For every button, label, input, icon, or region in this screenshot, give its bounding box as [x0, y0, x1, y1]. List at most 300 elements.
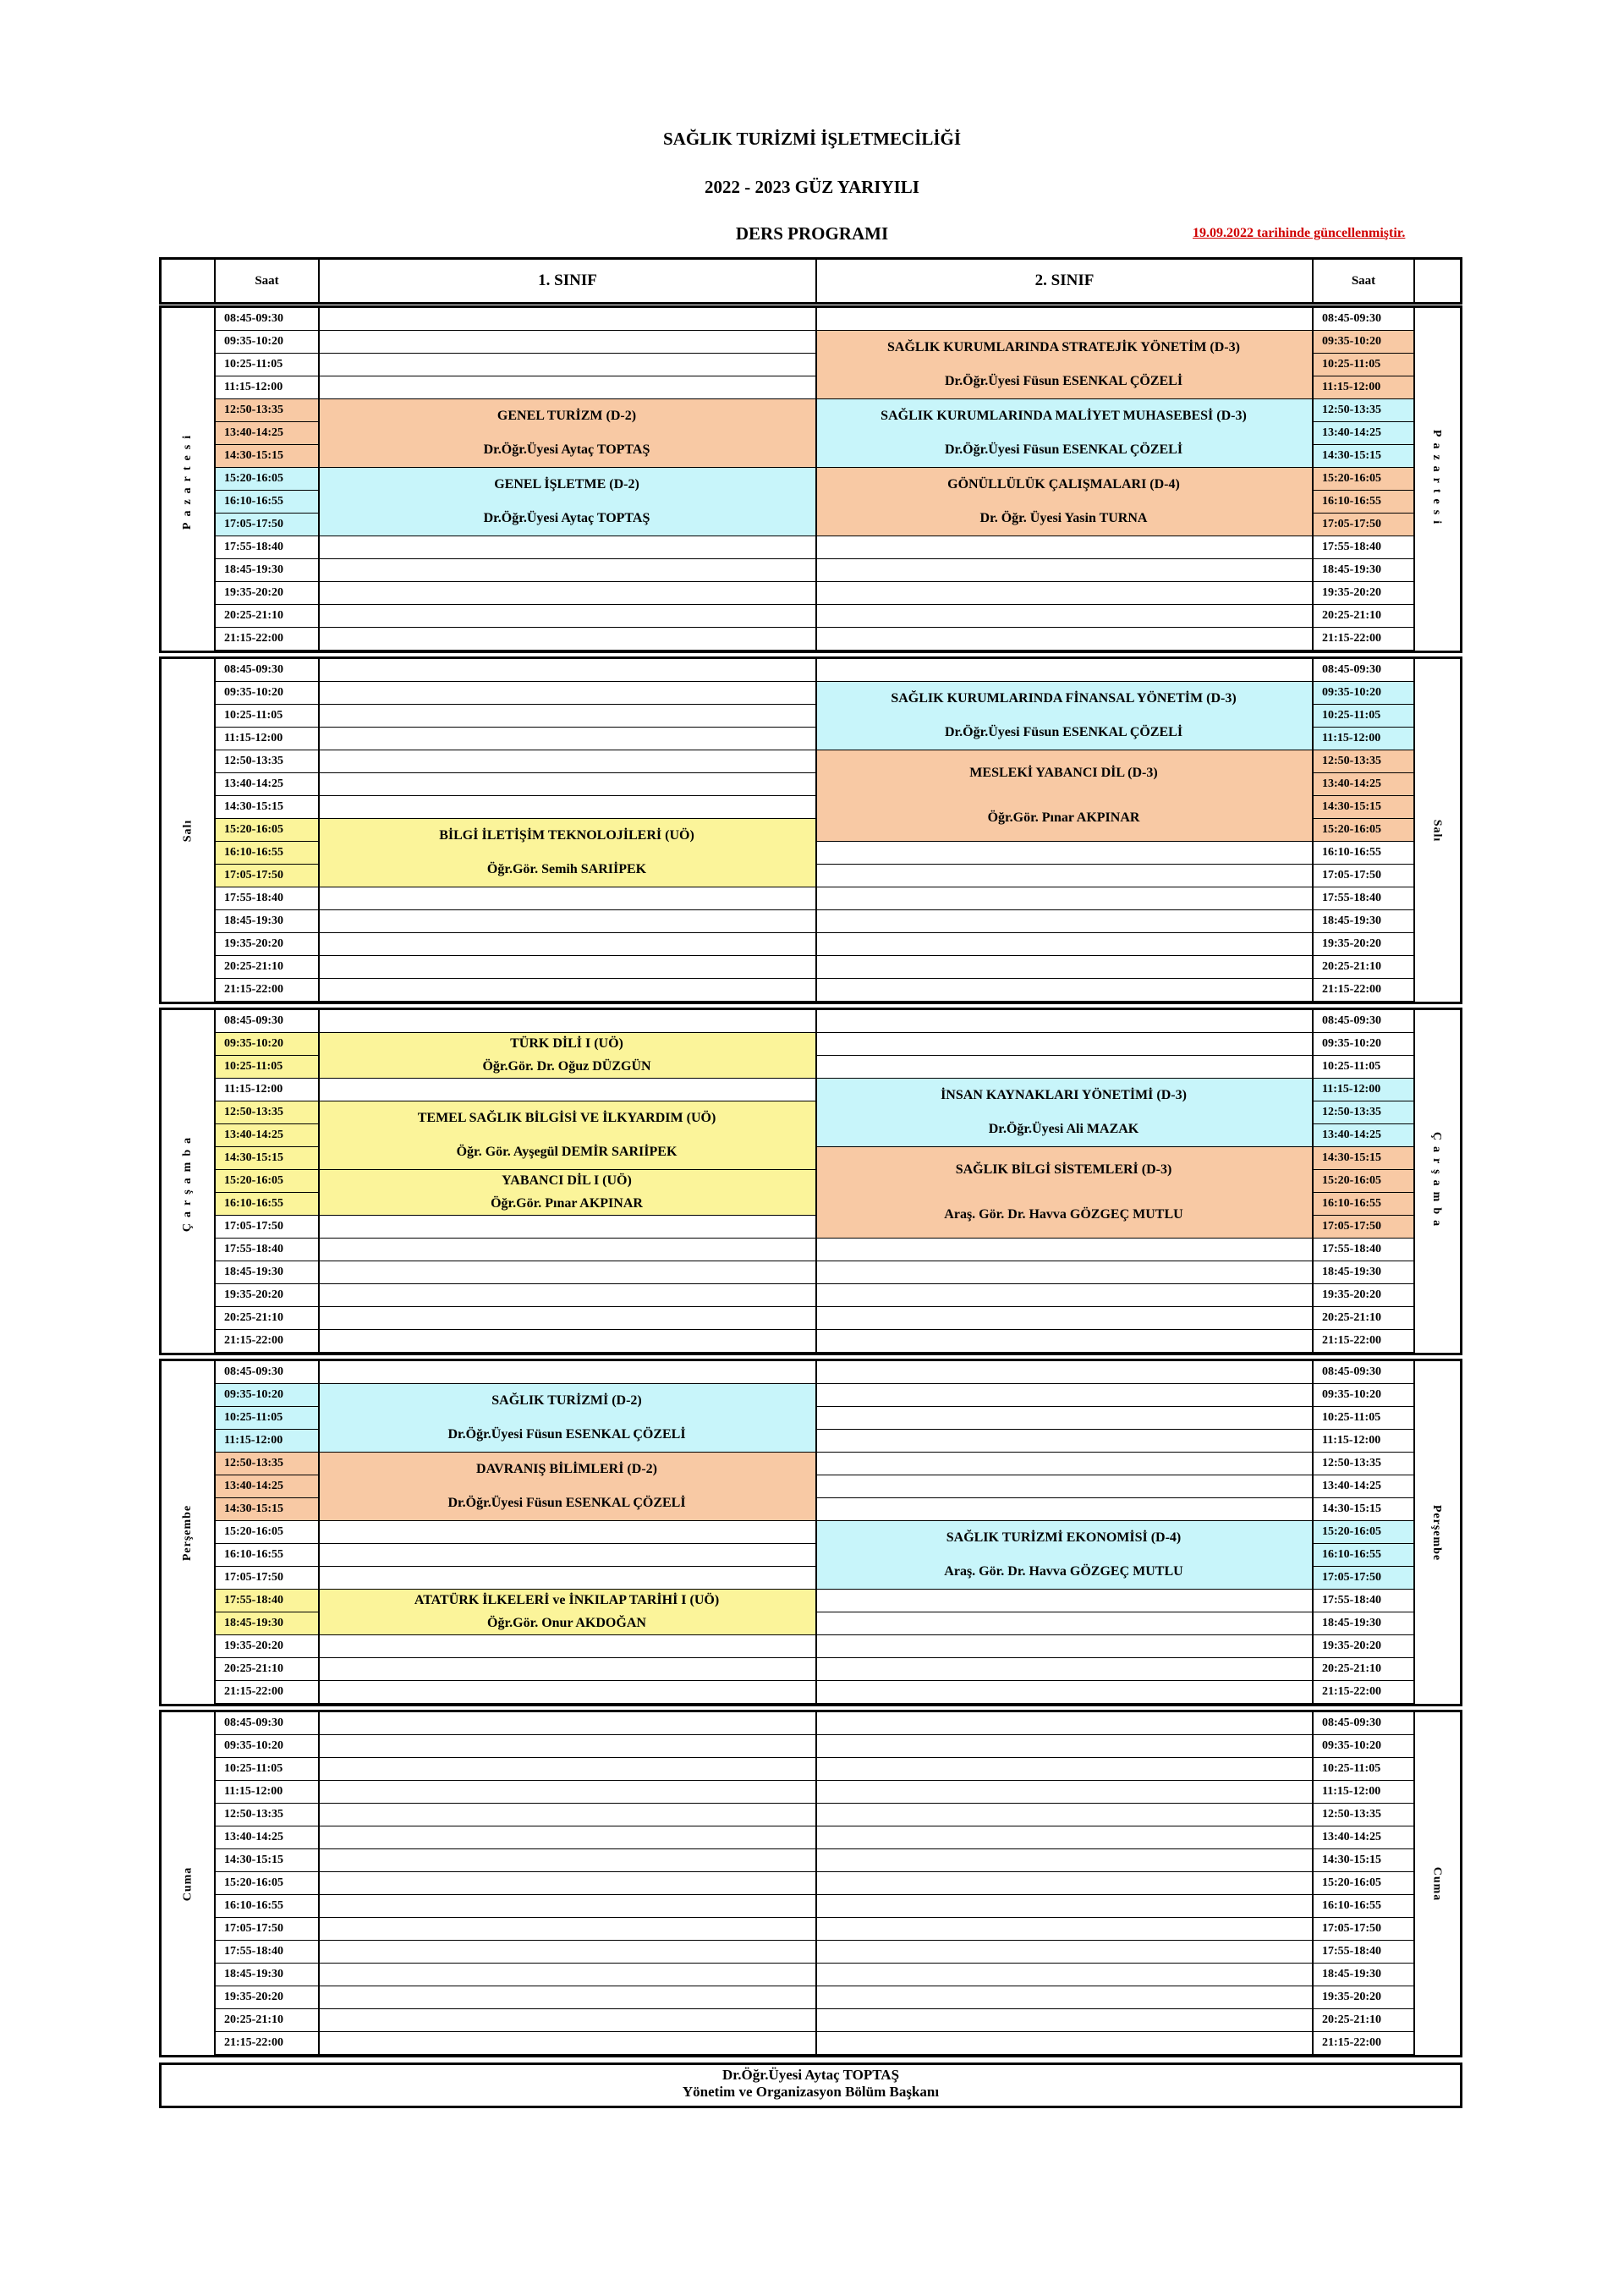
column-divider [1413, 308, 1415, 651]
empty-slot [318, 887, 815, 910]
empty-slot [318, 1804, 815, 1826]
column-divider [1312, 1712, 1314, 2055]
course-name: YABANCI DİL I (UÖ) [502, 1173, 632, 1189]
time-slot-right: 12:50-13:35 [1312, 399, 1413, 422]
course-teacher: Dr.Öğr.Üyesi Füsun ESENKAL ÇÖZELİ [944, 725, 1183, 739]
time-slot-right: 17:55-18:40 [1312, 887, 1413, 910]
time-slot-right: 16:10-16:55 [1312, 1193, 1413, 1216]
day-name: Perşembe [1430, 1504, 1444, 1561]
time-slot-right: 17:05-17:50 [1312, 1216, 1413, 1239]
class2-header: 2. SINIF [1034, 272, 1095, 289]
time-slot-right: 11:15-12:00 [1312, 728, 1413, 750]
empty-slot [318, 1712, 815, 1735]
time-slot-right: 13:40-14:25 [1312, 1826, 1413, 1849]
empty-slot [815, 2032, 1312, 2055]
course-teacher: Öğr.Gör. Dr. Oğuz DÜZGÜN [482, 1058, 651, 1074]
course-teacher: Dr.Öğr.Üyesi Füsun ESENKAL ÇÖZELİ [944, 442, 1183, 457]
time-slot-left: 17:05-17:50 [214, 1567, 318, 1590]
time-slot-left: 09:35-10:20 [214, 1033, 318, 1056]
time-slot-left: 13:40-14:25 [214, 422, 318, 445]
time-slot-left: 14:30-15:15 [214, 445, 318, 468]
empty-slot [318, 933, 815, 956]
column-divider [318, 1361, 320, 1704]
time-slot-left: 08:45-09:30 [214, 1010, 318, 1033]
empty-slot [815, 1033, 1312, 1056]
course-teacher: Dr. Öğr. Üyesi Yasin TURNA [979, 511, 1148, 525]
time-slot-left: 10:25-11:05 [214, 705, 318, 728]
course-cell [318, 1590, 815, 1635]
time-slot-left: 12:50-13:35 [214, 1101, 318, 1124]
day-label-left [162, 1010, 214, 1353]
saat-header-right: Saat [1351, 273, 1376, 288]
time-slot-right: 21:15-22:00 [1312, 979, 1413, 1002]
empty-slot [318, 559, 815, 582]
column-divider [1413, 1010, 1415, 1353]
empty-slot [815, 842, 1312, 865]
column-divider [1312, 1010, 1314, 1353]
empty-slot [815, 559, 1312, 582]
course-cell [815, 682, 1312, 750]
empty-slot [815, 865, 1312, 887]
time-slot-right: 09:35-10:20 [1312, 331, 1413, 354]
time-slot-right: 17:05-17:50 [1312, 514, 1413, 536]
time-slot-right: 15:20-16:05 [1312, 1872, 1413, 1895]
time-slot-left: 17:55-18:40 [214, 536, 318, 559]
time-slot-left: 09:35-10:20 [214, 331, 318, 354]
time-slot-right: 13:40-14:25 [1312, 422, 1413, 445]
time-slot-left: 16:10-16:55 [214, 842, 318, 865]
empty-slot [318, 331, 815, 354]
time-slot-right: 13:40-14:25 [1312, 1475, 1413, 1498]
empty-slot [318, 1261, 815, 1284]
course-cell [815, 750, 1312, 842]
course-teacher: Öğr.Gör. Onur AKDOĞAN [487, 1615, 646, 1630]
time-slot-right: 19:35-20:20 [1312, 1284, 1413, 1307]
time-slot-right: 12:50-13:35 [1312, 1453, 1413, 1475]
course-name: SAĞLIK KURUMLARINDA FİNANSAL YÖNETİM (D-3) [891, 691, 1237, 706]
column-header-row [159, 257, 1462, 305]
empty-slot [318, 308, 815, 331]
time-slot-right: 12:50-13:35 [1312, 1101, 1413, 1124]
course-name: BİLGİ İLETİŞİM TEKNOLOJİLERİ (UÖ) [439, 828, 694, 843]
time-slot-left: 21:15-22:00 [214, 1681, 318, 1704]
time-slot-left: 21:15-22:00 [214, 2032, 318, 2055]
time-slot-right: 13:40-14:25 [1312, 773, 1413, 796]
time-slot-right: 16:10-16:55 [1312, 1895, 1413, 1918]
column-divider [318, 308, 320, 651]
update-note: 19.09.2022 tarihinde güncellenmiştir. [1193, 226, 1406, 240]
empty-slot [815, 536, 1312, 559]
empty-slot [815, 1284, 1312, 1307]
time-slot-left: 11:15-12:00 [214, 728, 318, 750]
time-slot-left: 16:10-16:55 [214, 1895, 318, 1918]
day-name: Cuma [181, 1866, 194, 1901]
day-block [159, 305, 1462, 653]
time-slot-left: 15:20-16:05 [214, 1872, 318, 1895]
course-teacher: Dr.Öğr.Üyesi Ali MAZAK [988, 1122, 1139, 1136]
empty-slot [318, 1284, 815, 1307]
empty-slot [815, 605, 1312, 628]
time-slot-left: 18:45-19:30 [214, 559, 318, 582]
time-slot-left: 19:35-20:20 [214, 933, 318, 956]
time-slot-right: 09:35-10:20 [1312, 1033, 1413, 1056]
time-slot-left: 17:05-17:50 [214, 1216, 318, 1239]
time-slot-left: 13:40-14:25 [214, 1475, 318, 1498]
empty-slot [815, 1986, 1312, 2009]
column-divider [1413, 1361, 1415, 1704]
time-slot-right: 10:25-11:05 [1312, 1758, 1413, 1781]
time-slot-left: 14:30-15:15 [214, 1147, 318, 1170]
empty-slot [318, 1216, 815, 1239]
column-divider [214, 659, 216, 1002]
day-block [159, 1710, 1462, 2057]
column-divider [318, 1010, 320, 1353]
day-label-left [162, 659, 214, 1002]
time-slot-left: 10:25-11:05 [214, 1056, 318, 1079]
time-slot-left: 15:20-16:05 [214, 819, 318, 842]
course-cell [815, 399, 1312, 468]
day-label-right [1413, 1712, 1460, 2055]
empty-slot [815, 910, 1312, 933]
empty-slot [815, 1804, 1312, 1826]
column-divider [214, 1712, 216, 2055]
column-divider [318, 1712, 320, 2055]
empty-slot [815, 1918, 1312, 1941]
time-slot-right: 18:45-19:30 [1312, 1612, 1413, 1635]
time-slot-right: 10:25-11:05 [1312, 705, 1413, 728]
time-slot-right: 14:30-15:15 [1312, 796, 1413, 819]
column-divider [214, 308, 216, 651]
day-label-left [162, 1712, 214, 2055]
empty-slot [815, 1330, 1312, 1353]
course-cell [318, 1384, 815, 1453]
time-slot-left: 11:15-12:00 [214, 1430, 318, 1453]
course-cell [815, 1521, 1312, 1590]
time-slot-left: 17:55-18:40 [214, 1590, 318, 1612]
column-divider [1413, 659, 1415, 1002]
time-slot-right: 18:45-19:30 [1312, 910, 1413, 933]
course-teacher: Araş. Gör. Dr. Havva GÖZGEÇ MUTLU [944, 1207, 1183, 1222]
time-slot-right: 14:30-15:15 [1312, 445, 1413, 468]
time-slot-left: 08:45-09:30 [214, 308, 318, 331]
column-divider [214, 1010, 216, 1353]
empty-slot [815, 1384, 1312, 1407]
time-slot-right: 14:30-15:15 [1312, 1147, 1413, 1170]
time-slot-right: 17:55-18:40 [1312, 1239, 1413, 1261]
time-slot-left: 11:15-12:00 [214, 1079, 318, 1101]
time-slot-right: 08:45-09:30 [1312, 659, 1413, 682]
course-name: ATATÜRK İLKELERİ ve İNKILAP TARİHİ I (UÖ) [414, 1593, 720, 1608]
course-teacher: Dr.Öğr.Üyesi Füsun ESENKAL ÇÖZELİ [944, 374, 1183, 388]
course-name: TEMEL SAĞLIK BİLGİSİ VE İLKYARDIM (UÖ) [417, 1111, 716, 1125]
empty-slot [318, 728, 815, 750]
course-name: SAĞLIK TURİZMİ EKONOMİSİ (D-4) [946, 1530, 1182, 1545]
empty-slot [815, 308, 1312, 331]
time-slot-left: 10:25-11:05 [214, 1758, 318, 1781]
day-label-left [162, 1361, 214, 1704]
empty-slot [318, 1361, 815, 1384]
empty-slot [318, 979, 815, 1002]
course-teacher: Öğr.Gör. Pınar AKPINAR [491, 1195, 643, 1211]
time-slot-left: 17:05-17:50 [214, 514, 318, 536]
course-cell [318, 1453, 815, 1521]
time-slot-right: 15:20-16:05 [1312, 1521, 1413, 1544]
column-divider [815, 308, 817, 651]
day-block [159, 656, 1462, 1004]
time-slot-left: 09:35-10:20 [214, 1735, 318, 1758]
day-label-right [1413, 659, 1460, 1002]
time-slot-left: 12:50-13:35 [214, 1453, 318, 1475]
time-slot-right: 08:45-09:30 [1312, 1712, 1413, 1735]
course-cell [815, 468, 1312, 536]
time-slot-right: 12:50-13:35 [1312, 1804, 1413, 1826]
time-slot-left: 15:20-16:05 [214, 1521, 318, 1544]
time-slot-right: 17:55-18:40 [1312, 536, 1413, 559]
course-cell [318, 1101, 815, 1170]
empty-slot [815, 1826, 1312, 1849]
time-slot-right: 11:15-12:00 [1312, 376, 1413, 399]
time-slot-left: 18:45-19:30 [214, 1261, 318, 1284]
empty-slot [318, 2009, 815, 2032]
time-slot-right: 19:35-20:20 [1312, 582, 1413, 605]
empty-slot [815, 1712, 1312, 1735]
time-slot-right: 19:35-20:20 [1312, 1986, 1413, 2009]
signature-name: Dr.Öğr.Üyesi Aytaç TOPTAŞ [721, 2067, 900, 2083]
course-name: İNSAN KAYNAKLARI YÖNETİMİ (D-3) [941, 1088, 1187, 1102]
time-slot-left: 08:45-09:30 [214, 1712, 318, 1735]
day-block [159, 1008, 1462, 1355]
empty-slot [815, 979, 1312, 1002]
time-slot-right: 14:30-15:15 [1312, 1498, 1413, 1521]
time-slot-right: 10:25-11:05 [1312, 1056, 1413, 1079]
time-slot-left: 16:10-16:55 [214, 1544, 318, 1567]
time-slot-left: 14:30-15:15 [214, 1498, 318, 1521]
empty-slot [318, 605, 815, 628]
time-slot-right: 12:50-13:35 [1312, 750, 1413, 773]
course-cell [815, 1147, 1312, 1239]
time-slot-right: 09:35-10:20 [1312, 1735, 1413, 1758]
time-slot-right: 11:15-12:00 [1312, 1781, 1413, 1804]
empty-slot [318, 1681, 815, 1704]
course-name: GÖNÜLLÜLÜK ÇALIŞMALARI (D-4) [947, 477, 1180, 492]
time-slot-right: 13:40-14:25 [1312, 1124, 1413, 1147]
time-slot-right: 16:10-16:55 [1312, 842, 1413, 865]
day-label-right [1413, 1010, 1460, 1353]
time-slot-left: 18:45-19:30 [214, 1612, 318, 1635]
time-slot-right: 08:45-09:30 [1312, 1010, 1413, 1033]
time-slot-right: 21:15-22:00 [1312, 2032, 1413, 2055]
time-slot-left: 20:25-21:10 [214, 2009, 318, 2032]
empty-slot [318, 1758, 815, 1781]
time-slot-right: 15:20-16:05 [1312, 468, 1413, 491]
time-slot-right: 09:35-10:20 [1312, 682, 1413, 705]
time-slot-right: 17:55-18:40 [1312, 1590, 1413, 1612]
empty-slot [318, 1895, 815, 1918]
empty-slot [815, 1498, 1312, 1521]
day-name: Salı [1430, 819, 1444, 842]
course-name: SAĞLIK KURUMLARINDA STRATEJİK YÖNETİM (D-3) [887, 340, 1240, 354]
course-teacher: Dr.Öğr.Üyesi Aytaç TOPTAŞ [483, 511, 650, 525]
time-slot-left: 15:20-16:05 [214, 1170, 318, 1193]
course-name: MESLEKİ YABANCI DİL (D-3) [969, 765, 1158, 780]
time-slot-right: 11:15-12:00 [1312, 1430, 1413, 1453]
course-cell [815, 1079, 1312, 1147]
empty-slot [318, 1079, 815, 1101]
empty-slot [815, 1261, 1312, 1284]
time-slot-left: 13:40-14:25 [214, 1826, 318, 1849]
time-slot-left: 21:15-22:00 [214, 1330, 318, 1353]
course-name: SAĞLIK TURİZMİ (D-2) [491, 1393, 642, 1408]
time-slot-left: 09:35-10:20 [214, 682, 318, 705]
empty-slot [318, 376, 815, 399]
time-slot-left: 18:45-19:30 [214, 1964, 318, 1986]
day-name: Çarşamba [1430, 1131, 1444, 1232]
time-slot-left: 21:15-22:00 [214, 979, 318, 1002]
time-slot-right: 17:55-18:40 [1312, 1941, 1413, 1964]
day-name: Pazartesi [181, 429, 195, 530]
empty-slot [815, 1681, 1312, 1704]
time-slot-right: 19:35-20:20 [1312, 933, 1413, 956]
empty-slot [318, 1544, 815, 1567]
time-slot-left: 20:25-21:10 [214, 1658, 318, 1681]
empty-slot [318, 1849, 815, 1872]
course-name: SAĞLIK BİLGİ SİSTEMLERİ (D-3) [955, 1162, 1172, 1177]
time-slot-right: 16:10-16:55 [1312, 1544, 1413, 1567]
day-label-right [1413, 308, 1460, 651]
empty-slot [318, 956, 815, 979]
time-slot-right: 21:15-22:00 [1312, 628, 1413, 651]
course-teacher: Dr.Öğr.Üyesi Aytaç TOPTAŞ [483, 442, 650, 457]
time-slot-left: 20:25-21:10 [214, 605, 318, 628]
time-slot-right: 20:25-21:10 [1312, 1658, 1413, 1681]
column-divider [214, 1361, 216, 1704]
time-slot-right: 08:45-09:30 [1312, 308, 1413, 331]
empty-slot [815, 1658, 1312, 1681]
empty-slot [318, 1307, 815, 1330]
empty-slot [318, 1964, 815, 1986]
course-cell [318, 1033, 815, 1079]
time-slot-right: 17:05-17:50 [1312, 1918, 1413, 1941]
empty-slot [815, 582, 1312, 605]
time-slot-left: 13:40-14:25 [214, 773, 318, 796]
time-slot-left: 17:55-18:40 [214, 887, 318, 910]
time-slot-right: 21:15-22:00 [1312, 1330, 1413, 1353]
day-label-right [1413, 1361, 1460, 1704]
time-slot-left: 21:15-22:00 [214, 628, 318, 651]
column-divider [815, 1361, 817, 1704]
empty-slot [318, 1239, 815, 1261]
empty-slot [815, 1849, 1312, 1872]
empty-slot [815, 933, 1312, 956]
empty-slot [815, 1239, 1312, 1261]
empty-slot [318, 1986, 815, 2009]
time-slot-right: 11:15-12:00 [1312, 1079, 1413, 1101]
time-slot-left: 19:35-20:20 [214, 1986, 318, 2009]
time-slot-right: 10:25-11:05 [1312, 354, 1413, 376]
empty-slot [318, 910, 815, 933]
empty-slot [815, 1590, 1312, 1612]
empty-slot [815, 1010, 1312, 1033]
time-slot-left: 09:35-10:20 [214, 1384, 318, 1407]
empty-slot [815, 1407, 1312, 1430]
course-cell [318, 819, 815, 887]
time-slot-right: 19:35-20:20 [1312, 1635, 1413, 1658]
time-slot-right: 18:45-19:30 [1312, 559, 1413, 582]
empty-slot [815, 2009, 1312, 2032]
empty-slot [318, 796, 815, 819]
empty-slot [815, 1872, 1312, 1895]
time-slot-left: 17:55-18:40 [214, 1941, 318, 1964]
time-slot-left: 08:45-09:30 [214, 1361, 318, 1384]
day-block [159, 1359, 1462, 1706]
column-divider [815, 659, 817, 1002]
time-slot-left: 18:45-19:30 [214, 910, 318, 933]
time-slot-left: 08:45-09:30 [214, 659, 318, 682]
empty-slot [318, 1521, 815, 1544]
course-cell [318, 399, 815, 468]
time-slot-right: 09:35-10:20 [1312, 1384, 1413, 1407]
time-slot-right: 16:10-16:55 [1312, 491, 1413, 514]
time-slot-right: 21:15-22:00 [1312, 1681, 1413, 1704]
time-slot-right: 14:30-15:15 [1312, 1849, 1413, 1872]
class1-header: 1. SINIF [538, 272, 597, 289]
empty-slot [318, 1635, 815, 1658]
empty-slot [318, 682, 815, 705]
column-divider [318, 659, 320, 1002]
day-name: Cuma [1430, 1866, 1444, 1901]
time-slot-left: 15:20-16:05 [214, 468, 318, 491]
empty-slot [318, 705, 815, 728]
empty-slot [815, 887, 1312, 910]
day-name: Çarşamba [181, 1131, 195, 1232]
empty-slot [815, 1781, 1312, 1804]
empty-slot [815, 956, 1312, 979]
time-slot-left: 11:15-12:00 [214, 1781, 318, 1804]
day-name: Perşembe [181, 1504, 194, 1561]
empty-slot [318, 750, 815, 773]
time-slot-left: 16:10-16:55 [214, 491, 318, 514]
course-name: GENEL TURİZM (D-2) [497, 409, 637, 423]
time-slot-right: 20:25-21:10 [1312, 2009, 1413, 2032]
time-slot-right: 20:25-21:10 [1312, 1307, 1413, 1330]
empty-slot [318, 354, 815, 376]
empty-slot [815, 628, 1312, 651]
empty-slot [318, 1941, 815, 1964]
time-slot-right: 18:45-19:30 [1312, 1964, 1413, 1986]
time-slot-left: 12:50-13:35 [214, 750, 318, 773]
signature-box [159, 2063, 1462, 2108]
course-name: SAĞLIK KURUMLARINDA MALİYET MUHASEBESİ (D-3) [881, 409, 1247, 423]
empty-slot [815, 1361, 1312, 1384]
time-slot-left: 17:55-18:40 [214, 1239, 318, 1261]
empty-slot [815, 1612, 1312, 1635]
empty-slot [815, 1735, 1312, 1758]
empty-slot [318, 1735, 815, 1758]
course-cell [815, 331, 1312, 399]
course-teacher: Öğr.Gör. Semih SARIİPEK [486, 862, 647, 876]
time-slot-left: 12:50-13:35 [214, 1804, 318, 1826]
signature-role: Yönetim ve Organizasyon Bölüm Başkanı [682, 2084, 940, 2100]
empty-slot [815, 1895, 1312, 1918]
time-slot-right: 20:25-21:10 [1312, 605, 1413, 628]
empty-slot [815, 1758, 1312, 1781]
empty-slot [815, 1964, 1312, 1986]
empty-slot [318, 1010, 815, 1033]
term-label: 2022 - 2023 GÜZ YARIYILI [705, 177, 919, 197]
course-teacher: Dr.Öğr.Üyesi Füsun ESENKAL ÇÖZELİ [447, 1427, 686, 1442]
empty-slot [815, 1635, 1312, 1658]
empty-slot [318, 1918, 815, 1941]
